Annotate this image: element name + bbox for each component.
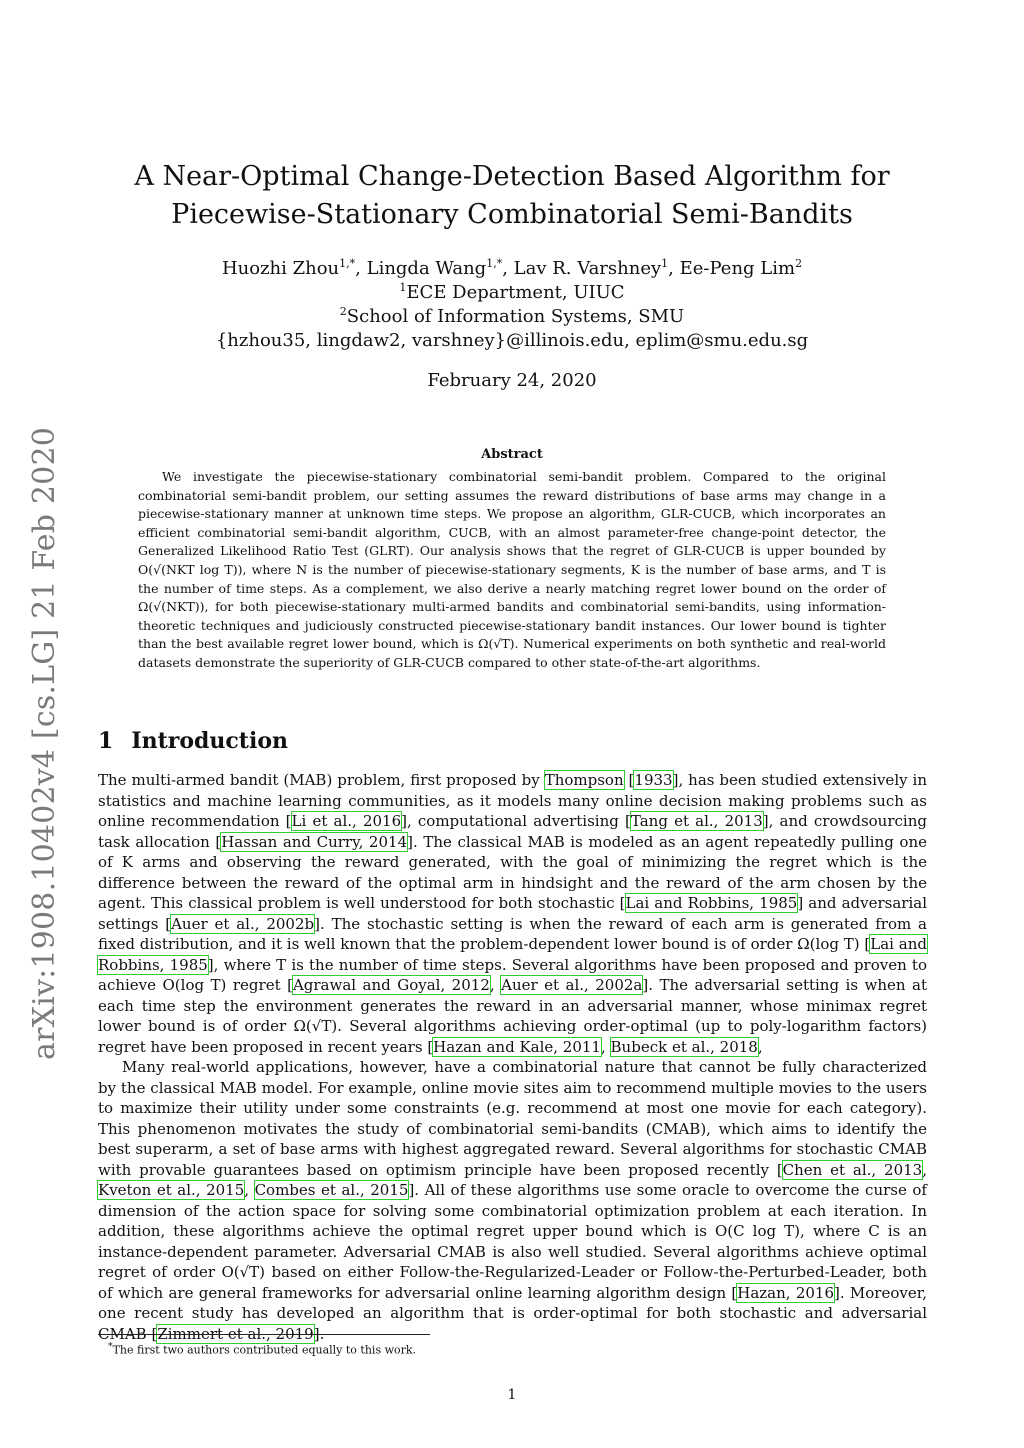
- author-list: Huozhi Zhou$^{1,*}$, Lingda Wang$^{1,*}$, Lav R. Varshney$^1$, Ee-Peng Lim$^2$: [221, 257, 803, 279]
- introduction-body: [98, 770, 927, 1344]
- publication-date: February 24, 2020: [427, 370, 597, 391]
- author-name: Huozhi Zhou: [221, 258, 340, 279]
- citation-link[interactable]: Kveton et al., 2015: [98, 1181, 245, 1199]
- page-number: 1: [507, 1387, 517, 1403]
- text-run: ,: [922, 1160, 927, 1179]
- citation-link[interactable]: Zimmert et al., 2019: [157, 1324, 314, 1343]
- text-run: ] and adversarial settings [: [98, 894, 927, 933]
- title-line-1: A Near-Optimal Change-Detection Based Algorithm for: [134, 161, 890, 192]
- footnote: [108, 1339, 416, 1358]
- affiliation-mark: 2: [339, 305, 347, 318]
- citation-link[interactable]: Hazan and Kale, 2011: [433, 1037, 601, 1056]
- author-mark: 2: [795, 257, 803, 270]
- abstract-heading: Abstract: [481, 447, 543, 462]
- paper-title: [80, 158, 944, 234]
- affiliation-text: School of Information Systems, SMU: [346, 306, 685, 327]
- text-run: ]. Moreover, one recent study has developed an algorithm that is order-optimal for both stochastic and adversarial CMAB [: [98, 1283, 927, 1343]
- text-run: ]. All of these algorithms use some oracle to overcome the curse of dimension of the action space for solving some combinatorial optimization problem at each iteration. In addition, these algorithms achieve the optimal regret upper bound which is O(C log T), where C is an instance-dependent parameter. Adversarial CMAB is also well studied. Several algorithms achieve optimal regret of order O(√T) based on either Follow-the-Regularized-Leader or Follow-the-Perturbed-Leader, both of which are general frameworks for adversarial online learning algorithm design [: [98, 1181, 927, 1302]
- text-run: ]. The adversarial setting is when at each time step the environment generates the reward in an adversarial manner, whose minimax regret lower bound is of order Ω(√T). Several algorithms achieving order-optimal (up to poly-logarithm factors) regret have been proposed in recent years [: [98, 976, 927, 1056]
- affiliation-mark: 1: [399, 281, 407, 294]
- author-mark: 1: [661, 257, 669, 270]
- citation-link[interactable]: Lai and Robbins, 1985: [625, 894, 798, 912]
- intro-paragraph-1: [98, 770, 927, 1057]
- citation-link[interactable]: Bubeck et al., 2018: [610, 1037, 758, 1056]
- author-name: Lingda Wang: [366, 258, 487, 279]
- section-heading-introduction: [98, 726, 288, 756]
- text-run: ], and crowdsourcing task allocation [: [98, 812, 927, 851]
- text-run: [: [623, 771, 635, 789]
- citation-link[interactable]: Lai and Robbins, 1985: [98, 935, 927, 974]
- citation-link[interactable]: Li et al., 2016: [291, 812, 402, 830]
- author-name: Lav R. Varshney: [513, 258, 662, 279]
- citation-link[interactable]: 1933: [634, 771, 673, 789]
- author-mark: 1,*: [486, 257, 503, 270]
- section-number: 1: [98, 728, 114, 754]
- intro-paragraph-2: [98, 1057, 927, 1344]
- title-line-2: Piecewise-Stationary Combinatorial Semi-Bandits: [171, 199, 853, 230]
- citation-link[interactable]: Hazan, 2016: [737, 1283, 834, 1302]
- text-run: ], has been studied extensively in statistics and machine learning communities, as it models many online decision making problems such as online recommendation [: [98, 771, 927, 830]
- text-run: The multi-armed bandit (MAB) problem, first proposed by: [98, 771, 545, 789]
- affiliation-2: [120, 304, 904, 329]
- citation-link[interactable]: Auer et al., 2002b: [171, 914, 315, 933]
- author-name: Ee-Peng Lim: [679, 258, 796, 279]
- text-run: ], where T is the number of time steps. Several algorithms have been proposed and proven to achieve O(log T) regret [: [98, 955, 927, 994]
- affiliation-1: [120, 280, 904, 305]
- text-run: ,: [757, 1037, 763, 1056]
- text-run: ], computational advertising [: [401, 812, 631, 830]
- footnote-text: The first two authors contributed equally to this work.: [112, 1343, 417, 1357]
- text-run: ]. The stochastic setting is when the reward of each arm is generated from a fixed distribution, and it is well known that the problem-dependent lower bound is of order Ω(log T) [: [98, 914, 928, 953]
- text-run: ]. The classical MAB is modeled as an agent repeatedly pulling one of K arms and observing the reward generated, with the goal of minimizing the regret which is the difference between the reward of the optimal arm in hindsight and the reward of the arm chosen by the agent. This classical problem is well understood for both stochastic [: [98, 832, 927, 912]
- footnote-mark: *: [108, 1341, 113, 1352]
- citation-link[interactable]: Hassan and Curry, 2014: [221, 832, 408, 851]
- arxiv-identifier-stamp: arXiv:1908.10402v4 [cs.LG] 21 Feb 2020: [27, 426, 62, 1060]
- affiliation-text: ECE Department, UIUC: [406, 282, 625, 303]
- author-mark: 1,*: [339, 257, 356, 270]
- footnote-divider: [98, 1334, 430, 1335]
- citation-link[interactable]: Thompson: [544, 771, 624, 789]
- citation-link[interactable]: Chen et al., 2013: [782, 1160, 923, 1179]
- text-run: ].: [313, 1324, 325, 1343]
- text-run: ,: [600, 1037, 611, 1056]
- author-emails: {hzhou35, lingdaw2, varshney}@illinois.edu, eplim@smu.edu.sg: [215, 330, 809, 351]
- citation-link[interactable]: Tang et al., 2013: [630, 812, 763, 830]
- section-title: Introduction: [131, 728, 288, 754]
- citation-link[interactable]: Agrawal and Goyal, 2012: [292, 976, 490, 994]
- citation-link[interactable]: Combes et al., 2015: [254, 1181, 409, 1199]
- citation-link[interactable]: Auer et al., 2002a: [501, 976, 643, 994]
- text-run: ,: [244, 1181, 255, 1199]
- abstract-text: We investigate the piecewise-stationary combinatorial semi-bandit problem. Compared to the original combinatorial semi-bandit problem, our setting assumes the reward distributions of base arms may change in a piecewise-stationary manner at unknown time steps. We propose an algorithm, GLR-CUCB, which incorporates an efficient combinatorial semi-bandit algorithm, CUCB, with an almost parameter-free change-point detector, the Generalized Likelihood Ratio Test (GLRT). Our analysis shows that the regret of GLR-CUCB is upper bounded by O(√(NKT log T)), where N is the number of piecewise-stationary segments, K is the number of base arms, and T is the number of time steps. As a complement, we also derive a nearly matching regret lower bound on the order of Ω(√(NKT)), for both piecewise-stationary multi-armed bandits and combinatorial semi-bandits, using information-theoretic techniques and judiciously constructed piecewise-stationary bandit instances. Our lower bound is tighter than the best available regret lower bound, which is Ω(√T). Numerical experiments on both synthetic and real-world datasets demonstrate the superiority of GLR-CUCB compared to other state-of-the-art algorithms.: [138, 469, 886, 670]
- text-run: Many real-world applications, however, have a combinatorial nature that cannot be fully characterized by the classical MAB model. For example, online movie sites aim to recommend multiple movies to the users to maximize their utility under some constraints (e.g. recommend at most one movie for each category). This phenomenon motivates the study of combinatorial semi-bandits (CMAB), which aims to identify the best superarm, a set of base arms with highest aggregated reward. Several algorithms for stochastic CMAB with provable guarantees based on optimism principle have been proposed recently [: [98, 1058, 927, 1179]
- text-run: ,: [489, 976, 502, 994]
